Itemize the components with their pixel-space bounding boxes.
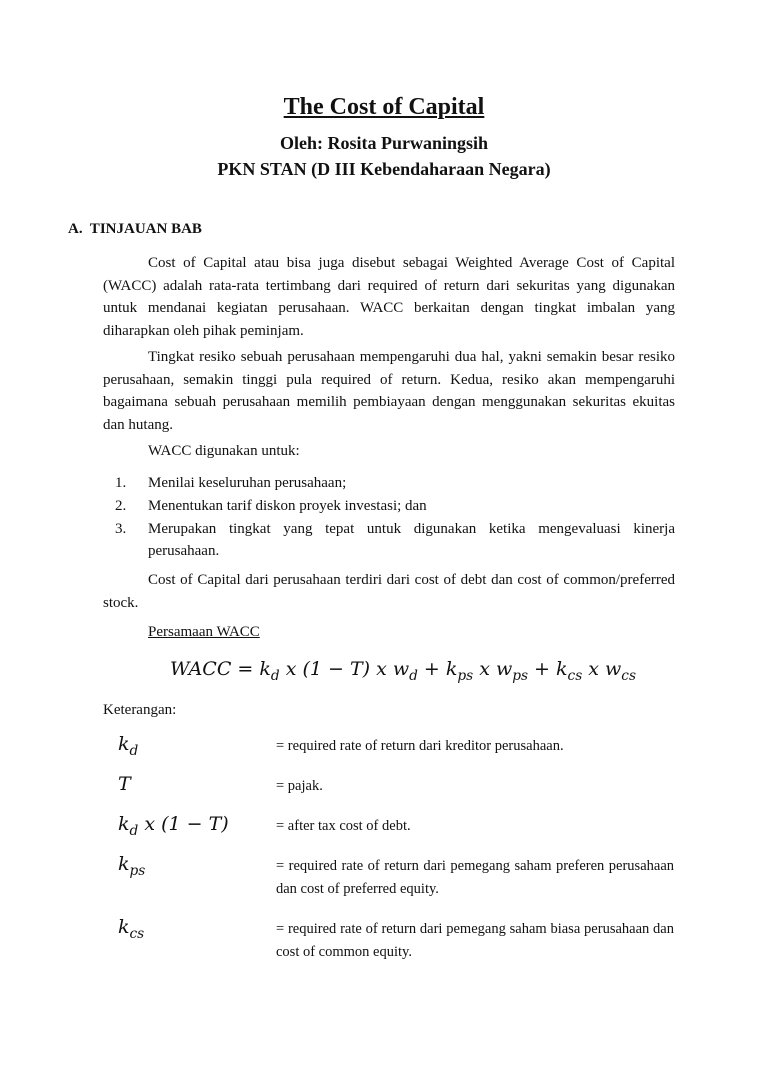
paragraph-uses-intro: WACC digunakan untuk: [148, 443, 300, 459]
definition-description: = required rate of return dari pemegang saham biasa perusahaan dan cost of common equity. [276, 921, 674, 960]
section-heading: A. TINJAUAN BAB [68, 221, 202, 237]
paragraph-composition: Cost of Capital dari perusahaan terdiri dari cost of debt dan cost of common/preferred stock. [103, 572, 675, 611]
list-number: 2. [115, 498, 127, 514]
definition-symbol [118, 916, 144, 942]
document-title [0, 94, 768, 121]
math-subscript: cs [129, 925, 145, 942]
math-token: k [118, 813, 130, 835]
math-token: x (1 − T) [138, 813, 229, 835]
institution: PKN STAN (D III Kebendaharaan Negara) [217, 159, 551, 179]
math-token: k [118, 853, 130, 875]
definition-symbol [118, 733, 138, 759]
math-token: k [118, 916, 130, 938]
paragraph-risk: Tingkat resiko sebuah perusahaan mempengaruhi dua hal, yakni semakin besar resiko perusahaan, semakin tinggi pula required of return. Kedua, resiko akan mempengaruhi bagaimana sebuah perusahaan memilih pembiayaan dengan menggunakan sekuritas ekuitas dan hutang. [103, 349, 675, 433]
math-token: x w [582, 658, 622, 680]
math-token: T [118, 773, 131, 795]
math-subscript: cs [621, 667, 636, 684]
math-subscript: d [129, 822, 139, 839]
math-subscript: ps [457, 667, 474, 684]
list-text: Menentukan tarif diskon proyek investasi; dan [148, 498, 427, 514]
math-token: + k [528, 658, 568, 680]
math-token: + k [417, 658, 458, 680]
author: Oleh: Rosita Purwaningsih [279, 133, 489, 153]
paragraph-intro: Cost of Capital atau bisa juga disebut sebagai Weighted Average Cost of Capital (WACC) adalah rata-rata tertimbang dari required of return dari sekuritas yang digunakan untuk mendanai kegiatan perusahaan. WACC berkaitan dengan tingkat imbalan yang diharapkan oleh pihak peminjam. [103, 255, 675, 339]
uses-list [103, 472, 675, 563]
math-token: k [118, 733, 130, 755]
math-subscript: d [129, 742, 139, 759]
list-number: 3. [115, 521, 127, 537]
math-subscript: ps [512, 667, 529, 684]
list-text: Merupakan tingkat yang tepat untuk digunakan ketika mengevaluasi kinerja perusahaan. [148, 521, 675, 559]
list-item [103, 495, 675, 517]
math-subscript: d [270, 667, 280, 684]
list-item [103, 472, 675, 494]
definition-description: = required rate of return dari kreditor perusahaan. [276, 738, 564, 754]
list-item [103, 518, 675, 562]
definition-symbol [118, 773, 131, 795]
math-token: WACC = k [170, 658, 271, 680]
keterangan-label: Keterangan: [103, 702, 177, 718]
definition-symbol [118, 813, 229, 839]
math-token: x (1 − T) x w [279, 658, 410, 680]
definition-symbol [118, 853, 145, 879]
title-text: The Cost of Capital [283, 94, 485, 120]
math-subscript: d [409, 667, 418, 684]
wacc-formula [170, 658, 636, 684]
list-number: 1. [115, 475, 127, 491]
list-text: Menilai keseluruhan perusahaan; [148, 475, 347, 491]
math-subscript: cs [567, 667, 583, 684]
definition-description: = after tax cost of debt. [276, 818, 411, 834]
math-subscript: ps [129, 862, 146, 879]
math-token: x w [473, 658, 513, 680]
definition-description: = required rate of return dari pemegang saham preferen perusahaan dan cost of preferred equity. [276, 858, 674, 897]
equation-heading: Persamaan WACC [148, 624, 260, 640]
definition-description: = pajak. [276, 778, 323, 794]
